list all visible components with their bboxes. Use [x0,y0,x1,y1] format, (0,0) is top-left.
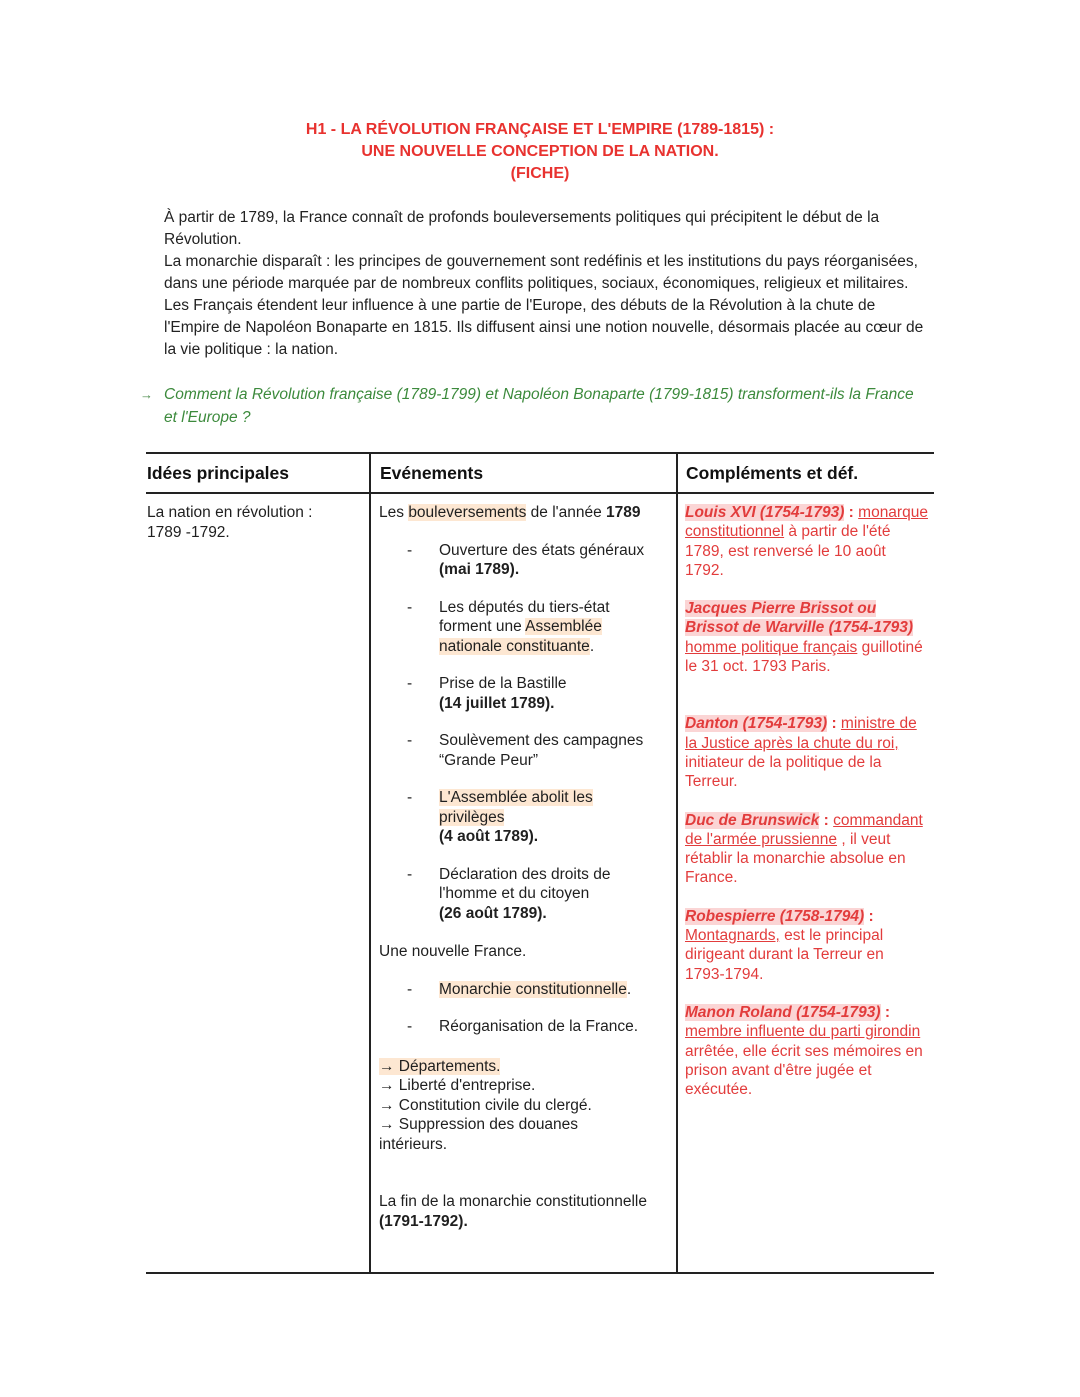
list-item: → Départements. [379,1057,501,1075]
list-item: → Suppression des douanes [379,1116,579,1133]
event-item: - L'Assemblée abolit les privilèges (4 août 1789). [407,789,593,845]
list-item: → Constitution civile du clergé. [379,1096,592,1114]
list-item: → Liberté d'entreprise. [379,1077,536,1094]
event-item: - Les députés du tiers-état forment une Assemblée nationale constituante. [407,598,610,655]
table-top-border [146,452,934,454]
summary-table [146,452,934,1274]
list-item: intérieurs. [379,1135,448,1153]
table-bottom-border [146,1272,934,1274]
title-line-1: H1 - LA RÉVOLUTION FRANÇAISE ET L'EMPIRE (1789-1815) : [305,121,775,138]
events-heading-end-monarchy: La fin de la monarchie constitutionnelle (1791-1792). [379,1193,647,1230]
event-item: - Soulèvement des campagnes “Grande Peur” [407,732,644,769]
table-header-divider [146,492,934,494]
definition-entry: Jacques Pierre Brissot ou Brissot de Warville (1754-1793) homme politique français guillotiné le 31 oct. 1793 Paris. [685,600,923,676]
event-item: - Monarchie constitutionnelle. [407,980,632,998]
definition-entry: Danton (1754-1793) : ministre de la Justice après la chute du roi, initiateur de la politique de la Terreur. [685,715,917,791]
definition-entry: Louis XVI (1754-1793) : monarque constitutionnel à partir de l'été 1789, est renversé le 10 août 1792. [685,504,928,579]
document-title [0,119,1080,185]
event-item: - Réorganisation de la France. [407,1018,639,1035]
complements-cell [685,503,934,1118]
intro-paragraph-3: Les Français étendent leur influence à une partie de l'Europe, des débuts de la Révolution à la chute de l'Empire de Napoléon Bonaparte en 1815. Ils diffusent ainsi une notion nouvelle, désormais placée au cœur de la vie politique : la nation. [164,297,924,358]
event-item: - Prise de la Bastille (14 juillet 1789). [407,675,567,712]
intro-paragraph-2: La monarchie disparaît : les principes de gouvernement sont redéfinis et les institutions du pays réorganisées, dans une période marquée par de nombreux conflits politiques, sociaux, économiques, religieux et militaires. [164,253,918,292]
definition-entry: Manon Roland (1754-1793) : membre influente du parti girondin arrêtée, elle écrit ses mémoires en prison avant d'être jugée et exécutée. [685,1003,923,1099]
table-column-divider-1 [369,452,371,1274]
main-idea-line-2: 1789 -1792. [147,524,230,541]
header-main-ideas: Idées principales [147,463,290,483]
reorganisation-list [379,1057,679,1155]
main-ideas-cell [147,503,347,543]
events-cell [379,503,679,1231]
intro-text [164,207,924,361]
definition-entry: Duc de Brunswick : commandant de l'armée prussienne , il veut rétablir la monarchie absolue en France. [685,811,923,887]
header-events: Evénements [380,463,484,483]
problem-question [140,383,924,429]
question-text: Comment la Révolution française (1789-1799) et Napoléon Bonaparte (1799-1815) transforment-ils la France et l'Europe ? [164,386,914,426]
header-complements: Compléments et déf. [686,463,859,483]
event-item: - Ouverture des états généraux (mai 1789). [407,541,645,578]
main-idea-line-1: La nation en révolution : [147,504,313,521]
events-heading-new-france: Une nouvelle France. [379,943,527,960]
arrow-icon: → [140,387,153,402]
intro-paragraph-1: À partir de 1789, la France connaît de profonds bouleversements politiques qui précipitent le début de la Révolution. [164,209,880,248]
title-line-3: (FICHE) [510,165,570,182]
definition-entry: Robespierre (1758-1794) : Montagnards, est le principal dirigeant durant la Terreur en 1793-1794. [685,907,884,983]
title-line-2: UNE NOUVELLE CONCEPTION DE LA NATION. [361,143,719,160]
events-heading-1789: Les bouleversements de l'année 1789 [379,504,641,521]
event-item: - Déclaration des droits de l'homme et du citoyen (26 août 1789). [407,865,611,922]
